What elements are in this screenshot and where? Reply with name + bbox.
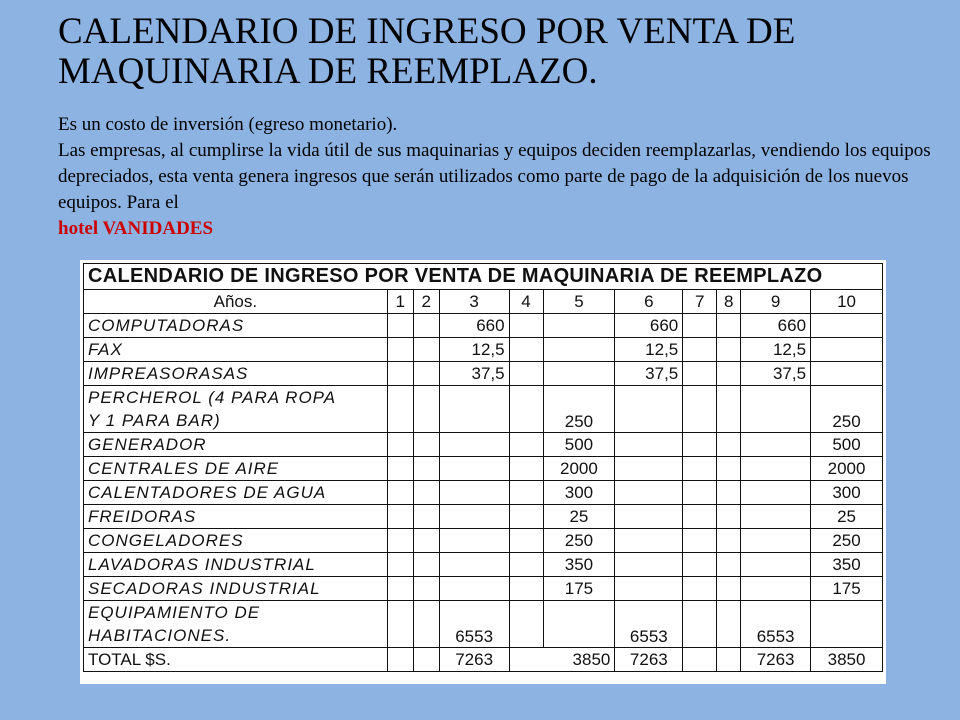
body-line-1: Es un costo de inversión (egreso monetario). [58,114,398,135]
table-row [84,314,883,338]
table-row [84,553,883,577]
total-value: 3850 [509,648,615,672]
row-label: LAVADORAS INDUSTRIAL [84,553,388,577]
table-row [84,386,883,433]
cell-value: 12,5 [615,338,683,362]
row-label: IMPREASORASAS [84,362,388,386]
cell-value: 250 [543,386,615,433]
body-paragraph [58,138,938,242]
table-row [84,529,883,553]
table-row [84,457,883,481]
slide-body [58,112,938,242]
cell-value: 25 [811,505,883,529]
cell-value: 500 [811,433,883,457]
year-header: 6 [615,290,683,314]
cell-value: 37,5 [741,362,811,386]
income-calendar-table [83,263,883,672]
row-label: FREIDORAS [84,505,388,529]
header-row [84,290,883,314]
year-header: 2 [413,290,439,314]
cell-value: 12,5 [439,338,509,362]
slide-title: CALENDARIO DE INGRESO POR VENTA DE MAQUINARIA DE REEMPLAZO. [58,11,796,92]
year-header: 7 [683,290,717,314]
total-value: 7263 [615,648,683,672]
year-header: 9 [741,290,811,314]
table-row [84,481,883,505]
years-label: Años. [84,290,388,314]
total-row [84,648,883,672]
table-row [84,433,883,457]
cell-value: 350 [543,553,615,577]
cell-value: 175 [811,577,883,601]
table-title: CALENDARIO DE INGRESO POR VENTA DE MAQUINARIA DE REEMPLAZO [84,264,883,290]
row-label: GENERADOR [84,433,388,457]
year-header: 8 [717,290,741,314]
cell-value: 12,5 [741,338,811,362]
cell-value: 300 [811,481,883,505]
cell-value: 660 [615,314,683,338]
table-row [84,505,883,529]
cell-value: 37,5 [439,362,509,386]
year-header: 4 [509,290,543,314]
hotel-name: hotel VANIDADES [58,218,214,239]
table-image [80,260,886,684]
year-header: 3 [439,290,509,314]
cell-value: 37,5 [615,362,683,386]
total-value: 7263 [439,648,509,672]
cell-value: 6553 [741,601,811,648]
total-value: 3850 [811,648,883,672]
row-label: FAX [84,338,388,362]
row-label: EQUIPAMIENTO DE HABITACIONES. [84,601,388,648]
row-label: PERCHEROL (4 PARA ROPA Y 1 PARA BAR) [84,386,388,433]
cell-value: 660 [439,314,509,338]
cell-value: 250 [811,529,883,553]
cell-value: 500 [543,433,615,457]
cell-value: 2000 [543,457,615,481]
year-header: 5 [543,290,615,314]
total-value: 7263 [741,648,811,672]
row-label: COMPUTADORAS [84,314,388,338]
cell-value: 300 [543,481,615,505]
total-label: TOTAL $S. [84,648,388,672]
row-label: SECADORAS INDUSTRIAL [84,577,388,601]
cell-value: 6553 [439,601,509,648]
cell-value: 660 [741,314,811,338]
cell-value: 250 [811,386,883,433]
table-row [84,338,883,362]
table-row [84,601,883,648]
table-row [84,362,883,386]
row-label: CONGELADORES [84,529,388,553]
cell-value: 2000 [811,457,883,481]
cell-value: 25 [543,505,615,529]
year-header: 10 [811,290,883,314]
row-label: CENTRALES DE AIRE [84,457,388,481]
table-row [84,577,883,601]
cell-value: 175 [543,577,615,601]
cell-value: 250 [543,529,615,553]
year-header: 1 [387,290,413,314]
row-label: CALENTADORES DE AGUA [84,481,388,505]
cell-value: 6553 [615,601,683,648]
cell-value: 350 [811,553,883,577]
body-line-2: Las empresas, al cumplirse la vida útil de sus maquinarias y equipos deciden reemplazarlas, vendiendo los equipos depreciados, esta venta genera ingresos que serán utilizados como parte de pago de la adquisición de los nuevos equipos. Para el [58,140,931,213]
